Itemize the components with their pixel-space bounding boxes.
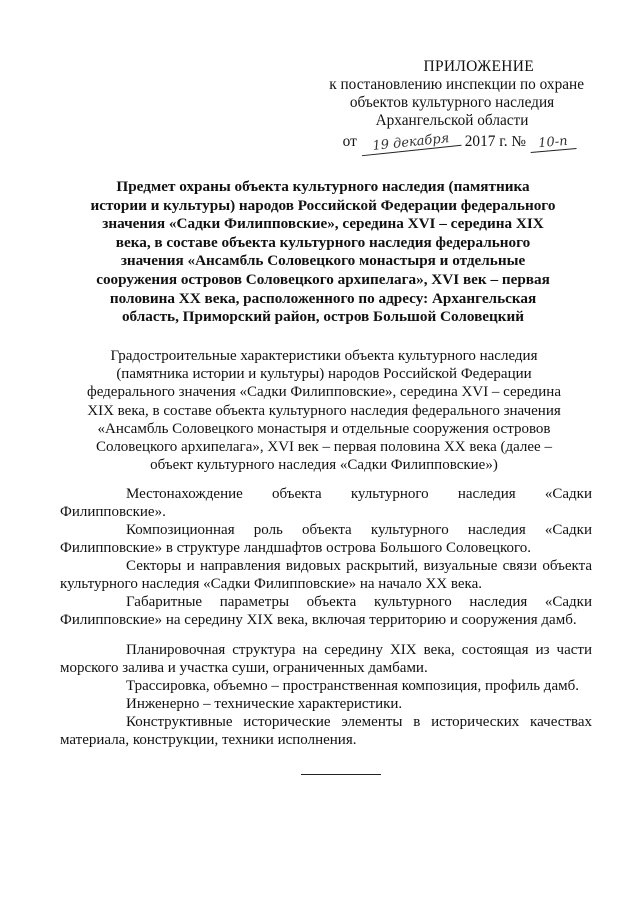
list-item: Инженерно – технические характеристики. <box>126 696 403 712</box>
date-prefix: от <box>342 133 357 150</box>
intro-paragraph: Градостроительные характеристики объекта культурного наследия (памятника истории и культуры) народов Российской Федерации федерального значения «Садки Филипповские», середина XVI – середина XIX века, в составе объекта культурного наследия федерального значения «Ансамбль Соловецкого монастыря и отдельные сооружения островов Соловецкого архипелага», XVI век – первая половина XX века (далее – объект культурного наследия «Садки Филипповские») <box>86 348 561 474</box>
list-item: Секторы и направления видовых раскрытий, визуальные связи объекта культурного наследия «Садки Филипповские» на начало XX века. <box>60 558 592 592</box>
list-item: Композиционная роль объекта культурного наследия «Садки Филипповские» в структуре ландшафтов острова Большого Соловецкого. <box>60 522 592 556</box>
protection-items-list <box>60 485 592 749</box>
appendix-title: ПРИЛОЖЕНИЕ <box>423 58 534 75</box>
appendix-line-3: Архангельской области <box>375 112 529 129</box>
list-item: Конструктивные исторические элементы в исторических качествах материала, конструкции, техники исполнения. <box>60 714 592 748</box>
list-item: Трассировка, объемно – пространственная композиция, профиль дамб. <box>126 678 579 694</box>
appendix-header <box>320 58 584 154</box>
list-item: Планировочная структура на середину XIX века, состоящая из части морского залива и участка суши, ограниченных дамбами. <box>60 642 592 676</box>
appendix-line-2: объектов культурного наследия <box>349 94 555 111</box>
handwritten-number: 10-п <box>529 134 576 153</box>
date-year: 2017 г. № <box>464 133 526 150</box>
handwritten-date: 19 декабря <box>360 131 461 156</box>
list-item: Местонахождение объекта культурного наследия «Садки Филипповские». <box>60 486 592 520</box>
list-item: Габаритные параметры объекта культурного наследия «Садки Филипповские» на середину XIX века, включая территорию и сооружения дамб. <box>60 594 592 628</box>
date-line <box>320 131 584 154</box>
appendix-line-1: к постановлению инспекции по охране <box>329 76 584 93</box>
document-title: Предмет охраны объекта культурного наследия (памятника истории и культуры) народов Российской Федерации федерального значения «Садки Филипповские», середина XVI – середина XIX века, в составе объекта культурного наследия федерального значения «Ансамбль Соловецкого монастыря и отдельные сооружения островов Соловецкого архипелага», XVI век – первая половина XX века, расположенного по адресу: Архангельская область, Приморский район, остров Большой Соловецкий <box>90 178 556 326</box>
end-separator-line <box>301 774 381 775</box>
